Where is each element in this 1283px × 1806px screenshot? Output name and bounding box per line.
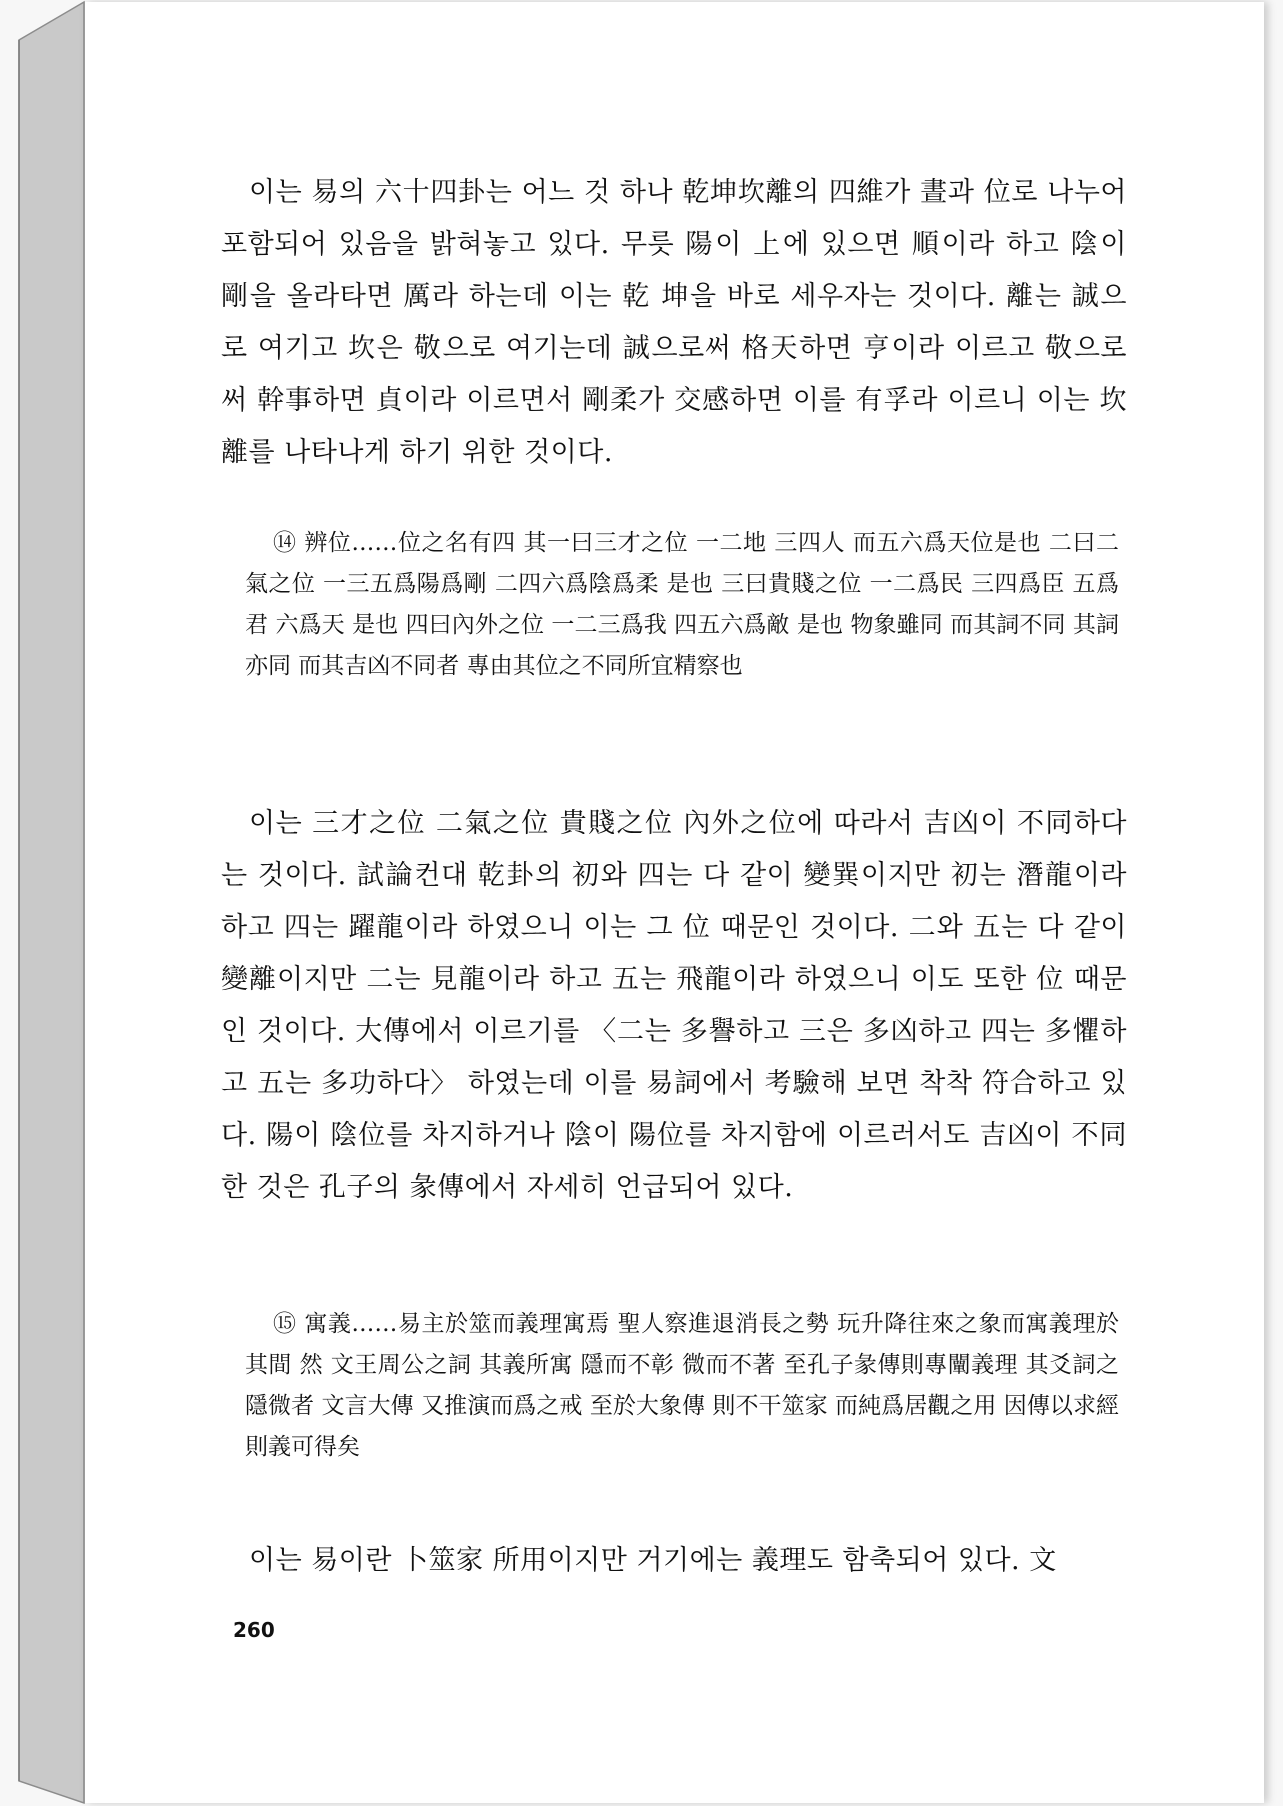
book-page [84, 2, 1264, 1803]
paragraph-text: 이는 易의 六十四卦는 어느 것 하나 乾坤坎離의 四維가 晝과 位로 나누어 포함되어 있음을 밝혀놓고 있다. 무릇 陽이 上에 있으면 順이라 하고 陰이 剛을 올라타면 厲라 하는데 이는 乾 坤을 바로 세우자는 것이다. 離는 誠으로 여기고 坎은 敬으로 여기는데 誠으로써 格天하면 亨이라 이르고 敬으로써 幹事하면 貞이라 이르면서 剛柔가 交感하면 이를 有孚라 이르니 이는 坎離를 나타나게 하기 위한 것이다. [221, 177, 1127, 468]
paragraph-text: 이는 三才之位 二氣之位 貴賤之位 內外之位에 따라서 吉凶이 不同하다는 것이다. 試論컨대 乾卦의 初와 四는 다 같이 變巽이지만 初는 潛龍이라 하고 四는 躍龍이라 하였으니 이는 그 位 때문인 것이다. 二와 五는 다 같이 變離이지만 二는 見龍이라 하고 五는 飛龍이라 하였으니 이도 또한 位 때문인 것이다. 大傳에서 이르기를 〈二는 多譽하고 三은 多凶하고 四는 多懼하고 五는 多功하다〉 하였는데 이를 易詞에서 考驗해 보면 착착 符合하고 있다. 陽이 陰位를 차지하거나 陰이 陽位를 차지함에 이르러서도 吉凶이 不同한 것은 孔子의 彖傳에서 자세히 언급되어 있다. [221, 808, 1127, 1203]
quote-text: ⑮ 寓義……易主於筮而義理寓焉 聖人察進退消長之勢 玩升降往來之象而寓義理於其間 然 文王周公之詞 其義所寓 隱而不彰 微而不著 至孔子彖傳則專闡義理 其爻詞之隱微者 文言大傳 又推演而爲之戒 至於大象傳 則不干筮家 而純爲居觀之用 因傳以求經 則義可得矣 [245, 1311, 1119, 1460]
quote-text: ⑭ 辨位……位之名有四 其一曰三才之位 一二地 三四人 而五六爲天位是也 二曰二氣之位 一三五爲陽爲剛 二四六爲陰爲柔 是也 三曰貴賤之位 一二爲民 三四爲臣 五爲君 六爲天 是也 四曰內外之位 一二三爲我 四五六爲敵 是也 物象雖同 而其詞不同 其詞亦同 而其吉凶不同者 專由其位之不同所宜精察也 [245, 530, 1119, 679]
quote-14 [221, 523, 1127, 687]
quote-15 [221, 1304, 1127, 1468]
paragraph-1 [221, 167, 1127, 479]
page-number: 260 [233, 1618, 275, 1642]
paragraph-3 [221, 1535, 1127, 1587]
paragraph-2 [221, 798, 1127, 1214]
paragraph-text: 이는 易이란 卜筮家 所用이지만 거기에는 義理도 함축되어 있다. 文 [249, 1545, 1057, 1576]
